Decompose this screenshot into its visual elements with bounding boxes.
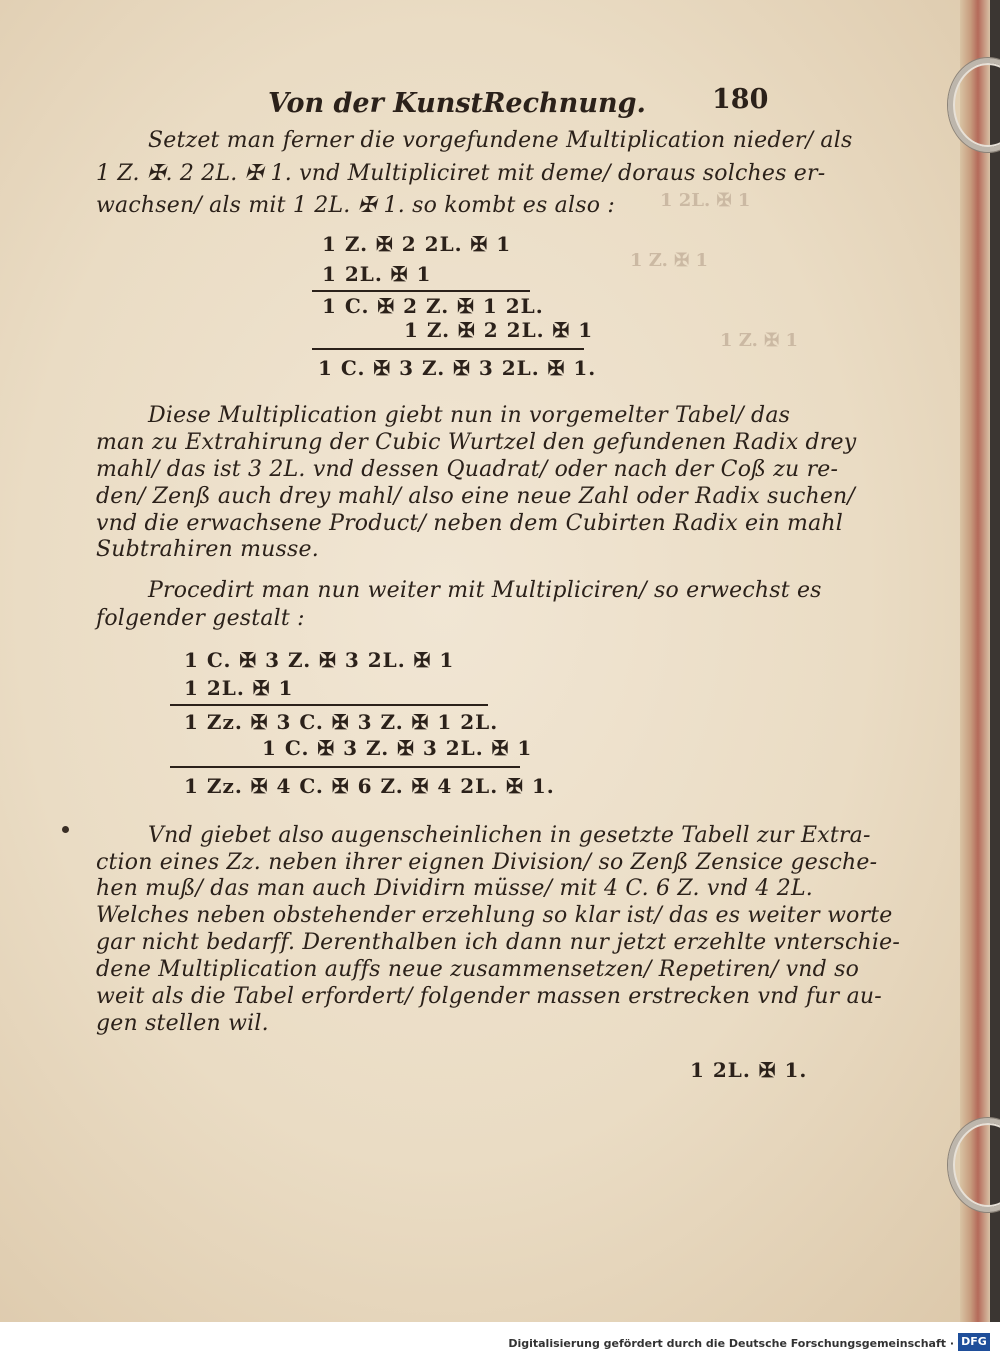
bleed-through: 1 Z. ✠ 1: [720, 330, 799, 351]
ink-spot: [62, 826, 69, 833]
calc-row: 1 C. ✠ 3 Z. ✠ 3 2L. ✠ 1: [184, 648, 455, 672]
catchword: 1 2L. ✠ 1.: [690, 1058, 808, 1082]
footer-credit: Digitalisierung gefördert durch die Deutsche Forschungsgemeinschaft ·: [508, 1337, 954, 1350]
calc-rule: [312, 290, 530, 292]
calc-row: 1 2L. ✠ 1: [184, 676, 294, 700]
text-line: Procedirt man nun weiter mit Multipliciren/ so erwechst es: [148, 578, 822, 603]
text-line: 1 Z. ✠. 2 2L. ✠ 1. vnd Multipliciret mit deme/ doraus solches er-: [96, 161, 826, 186]
running-header: Von der KunstRechnung.: [268, 88, 646, 119]
calc-result: 1 C. ✠ 3 Z. ✠ 3 2L. ✠ 1.: [318, 356, 597, 380]
text-line: ction eines Zz. neben ihrer eignen Division/ so Zenß Zensice gesche-: [96, 850, 878, 875]
bleed-through: 1 2L. ✠ 1: [660, 190, 751, 211]
text-line: weit als die Tabel erfordert/ folgender massen erstrecken vnd fur au-: [96, 984, 882, 1009]
text-line: gen stellen wil.: [96, 1011, 269, 1036]
text-line: man zu Extrahirung der Cubic Wurtzel den gefundenen Radix drey: [96, 430, 857, 455]
page-number: 180: [712, 84, 769, 115]
calc-result: 1 Zz. ✠ 4 C. ✠ 6 Z. ✠ 4 2L. ✠ 1.: [184, 774, 555, 798]
text-line: Subtrahiren musse.: [96, 537, 319, 562]
calc-row: 1 Zz. ✠ 3 C. ✠ 3 Z. ✠ 1 2L.: [184, 710, 499, 734]
calc-row: 1 C. ✠ 3 Z. ✠ 3 2L. ✠ 1: [262, 736, 533, 760]
text-line: wachsen/ als mit 1 2L. ✠ 1. so kombt es also :: [96, 193, 615, 218]
text-line: den/ Zenß auch drey mahl/ also eine neue Zahl oder Radix suchen/: [96, 484, 856, 509]
calc-row: 1 Z. ✠ 2 2L. ✠ 1: [404, 318, 594, 342]
text-line: Diese Multiplication giebt nun in vorgemelter Tabel/ das: [148, 403, 791, 428]
dfg-logo: DFG: [958, 1333, 990, 1351]
bleed-through: 1 Z. ✠ 1: [630, 250, 709, 271]
text-line: gar nicht bedarff. Derenthalben ich dann nur jetzt erzehlte vnterschie-: [96, 930, 900, 955]
calc-row: 1 2L. ✠ 1: [322, 262, 432, 286]
text-line: vnd die erwachsene Product/ neben dem Cubirten Radix ein mahl: [96, 511, 844, 536]
calc-rule: [170, 766, 520, 768]
text-line: hen muß/ das man auch Dividirn müsse/ mit 4 C. 6 Z. vnd 4 2L.: [96, 876, 813, 901]
text-line: Setzet man ferner die vorgefundene Multiplication nieder/ als: [148, 128, 853, 153]
text-line: mahl/ das ist 3 2L. vnd dessen Quadrat/ oder nach der Coß zu re-: [96, 457, 839, 482]
text-line: folgender gestalt :: [96, 606, 305, 631]
text-line: dene Multiplication auffs neue zusammensetzen/ Repetiren/ vnd so: [96, 957, 860, 982]
calc-row: 1 Z. ✠ 2 2L. ✠ 1: [322, 232, 512, 256]
calc-rule: [312, 348, 584, 350]
text-line: Welches neben obstehender erzehlung so klar ist/ das es weiter worte: [96, 903, 893, 928]
calc-rule: [170, 704, 488, 706]
calc-row: 1 C. ✠ 2 Z. ✠ 1 2L.: [322, 294, 544, 318]
text-line: Vnd giebet also augenscheinlichen in gesetzte Tabell zur Extra-: [148, 823, 871, 848]
